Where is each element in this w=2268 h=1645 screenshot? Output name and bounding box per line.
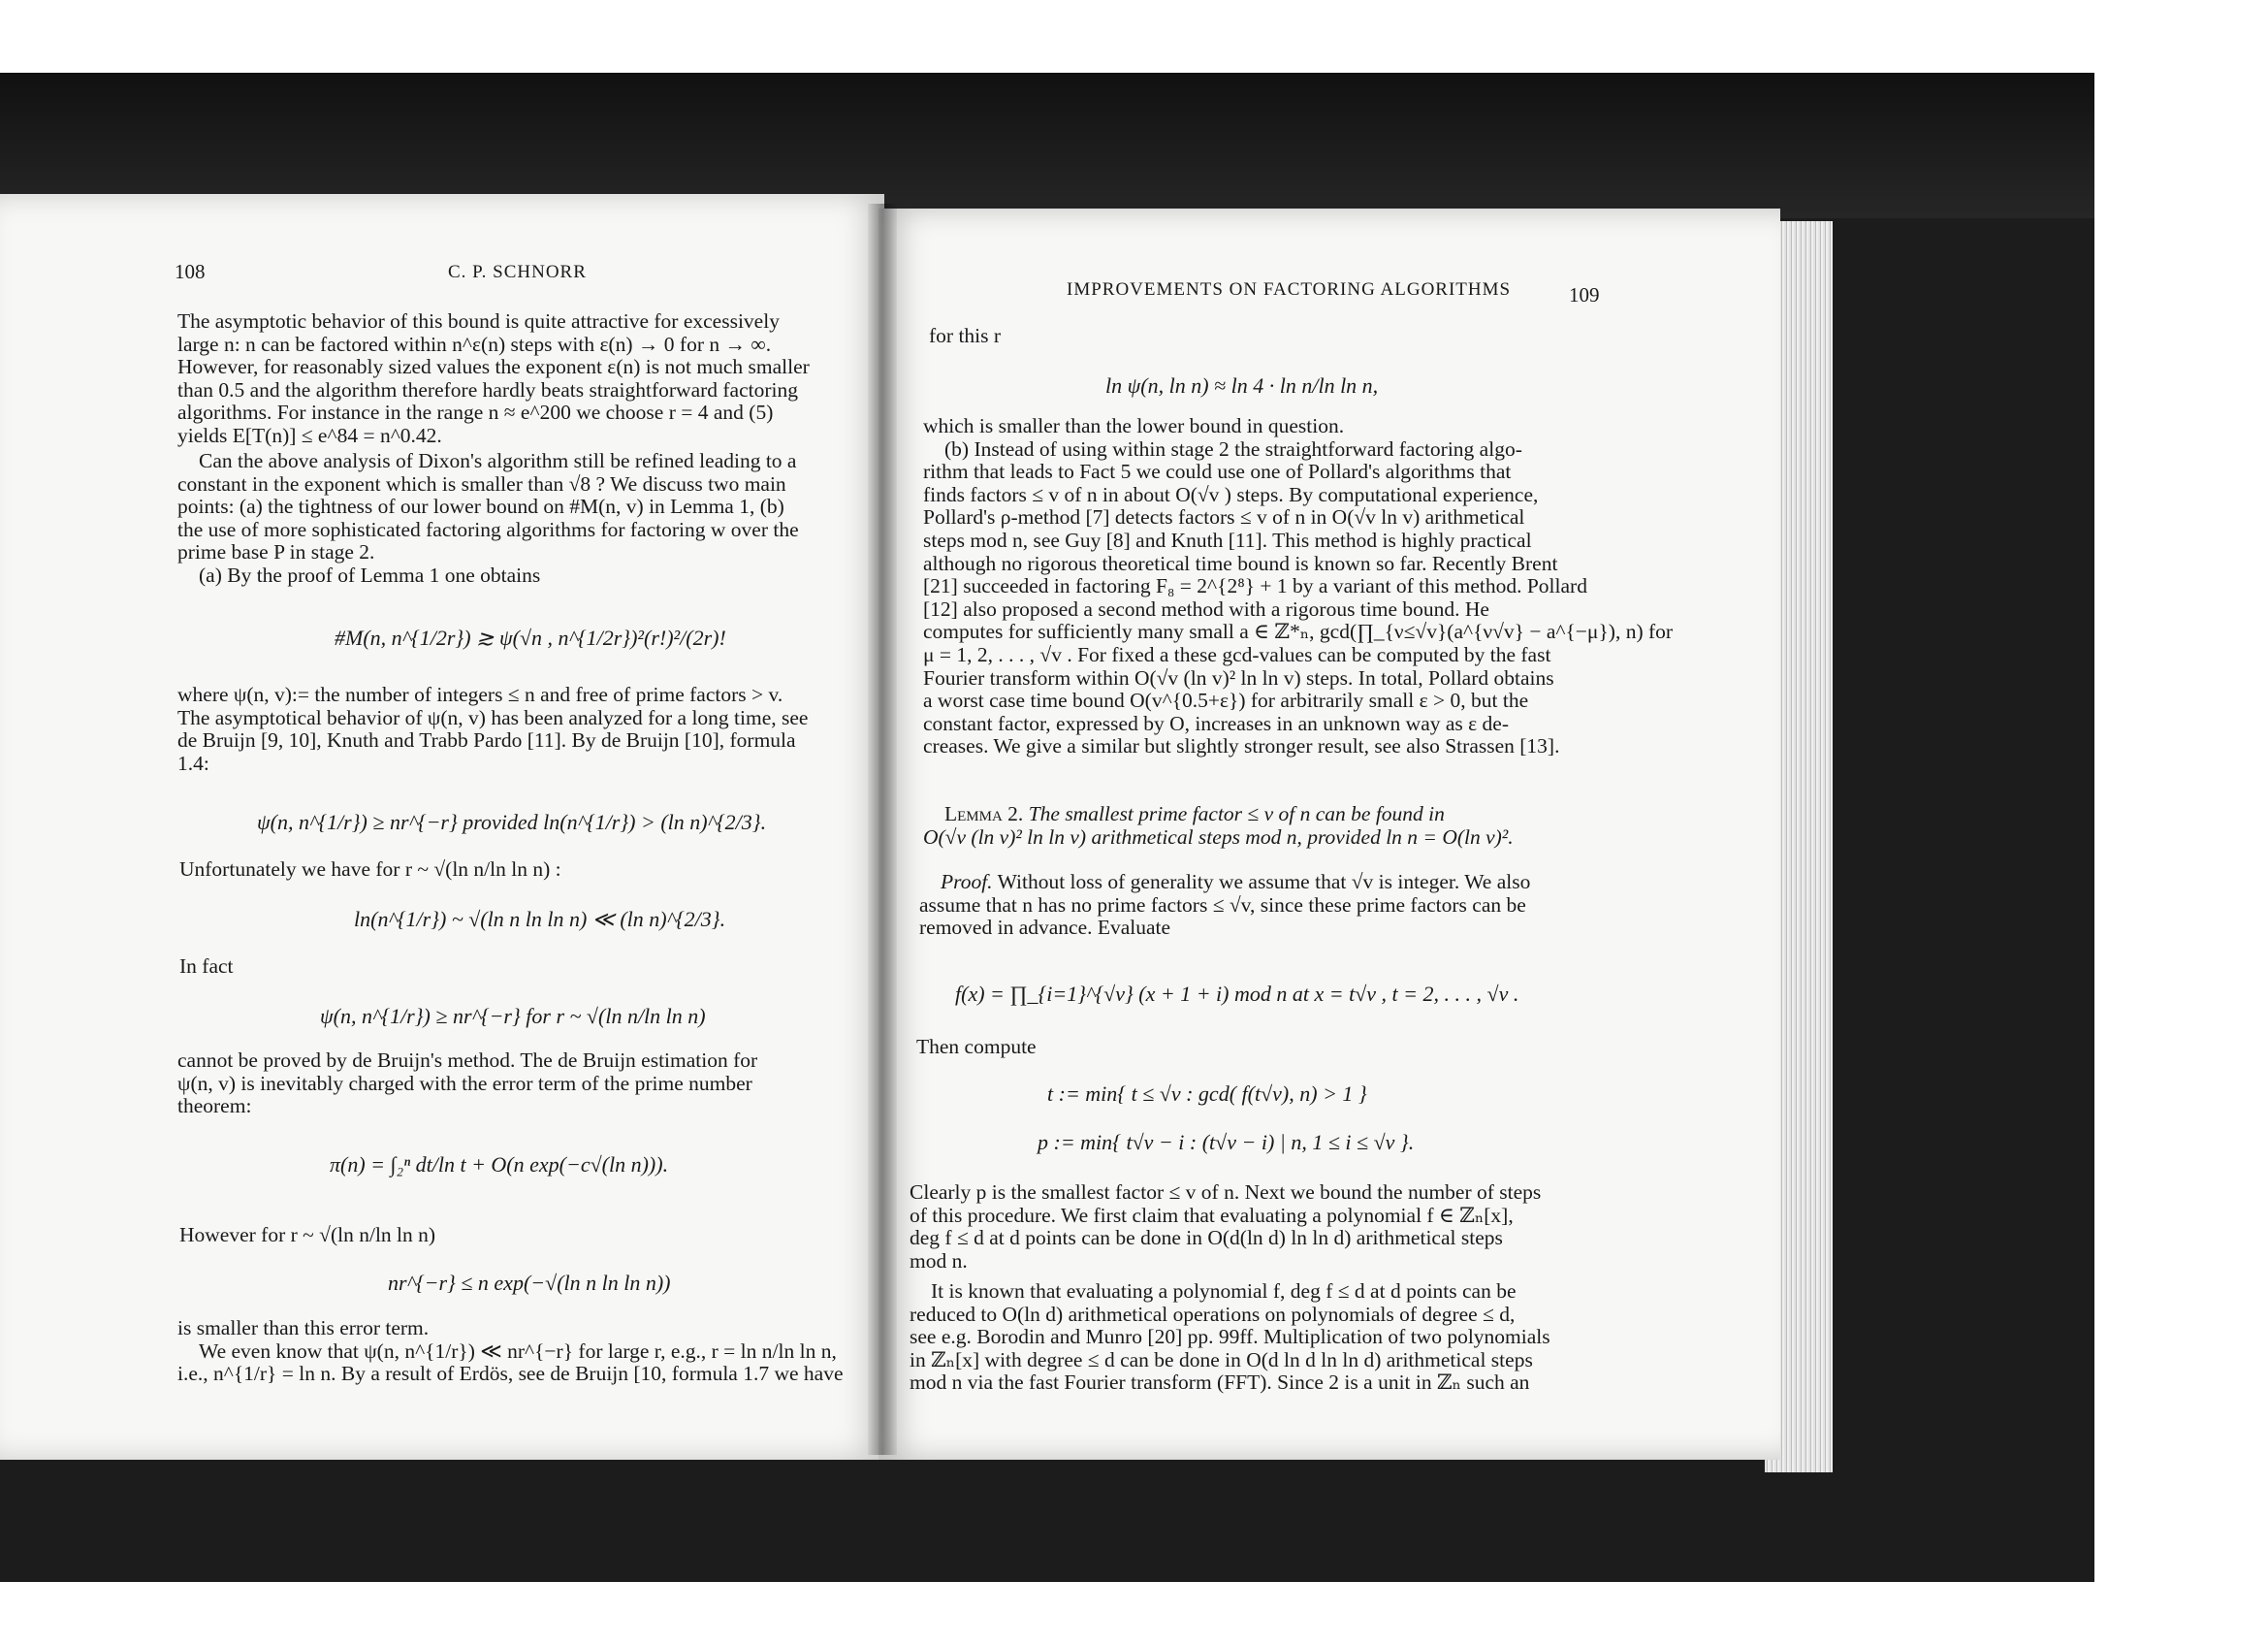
text-line: assume that n has no prime factors ≤ √v, since these prime factors can be [919, 892, 1526, 917]
text-line: Pollard's ρ-method [7] detects factors ≤ v of n in O(√v ln v) arithmetical [923, 505, 1525, 530]
text-line: although no rigorous theoretical time bound is known so far. Recently Brent [923, 551, 1558, 575]
left-page-number: 108 [175, 260, 206, 283]
left-paragraph-3 [177, 684, 847, 775]
text-line: It is known that evaluating a polynomial f, deg f ≤ d at d points can be [931, 1279, 1517, 1303]
text-line: [21] succeeded in factoring F₈ = 2^{2⁸} + 1 by a variant of this method. Pollard [923, 574, 1587, 598]
left-running-head: C. P. SCHNORR [448, 262, 587, 282]
text-line: of this procedure. We first claim that evaluating a polynomial f ∈ ℤₙ[x], [910, 1203, 1514, 1227]
text-line: which is smaller than the lower bound in question. [923, 414, 1345, 437]
right-paragraph-3 [910, 1280, 1579, 1395]
lemma-statement-line: O(√v (ln v)² ln ln v) arithmetical steps mod n, provided ln n = O(ln v)². [923, 824, 1514, 849]
text-line: Clearly p is the smallest factor ≤ v of n. Next we bound the number of steps [910, 1180, 1542, 1204]
text-line: steps mod n, see Guy [8] and Knuth [11]. This method is highly practical [923, 528, 1532, 552]
text-line: de Bruijn [9, 10], Knuth and Trabb Pardo [11]. By de Bruijn [10], formula [177, 728, 796, 753]
text-line: The asymptotic behavior of this bound is quite attractive for excessively [177, 309, 780, 333]
text-line: i.e., n^{1/r} = ln n. By a result of Erdös, see de Bruijn [10, formula 1.7 we have [177, 1362, 844, 1386]
right-paragraph-1 [923, 414, 1674, 758]
text-line: in ℤₙ[x] with degree ≤ d can be done in O(d ln d ln ln d) arithmetical steps [910, 1347, 1533, 1371]
left-equation-1: #M(n, n^{1/2r}) ≳ ψ(√n , n^{1/2r})²(r!)²/(2r)! [335, 626, 726, 650]
right-equation-4: p := min{ t√v − i : (t√v − i) | n, 1 ≤ i ≤ √v }. [1038, 1130, 1415, 1154]
text-line: algorithms. For instance in the range n ≈ e^200 we choose r = 4 and (5) [177, 401, 774, 425]
left-equation-6: nr^{−r} ≤ n exp(−√(ln n ln ln n)) [388, 1271, 671, 1295]
lemma-statement-line: The smallest prime factor ≤ v of n can be found in [1028, 802, 1445, 825]
right-equation-1: ln ψ(n, ln n) ≈ ln 4 · ln n/ln ln n, [1105, 373, 1379, 398]
text-line: μ = 1, 2, . . . , √v . For fixed a these gcd-values can be computed by the fast [923, 642, 1551, 666]
text-line: points: (a) the tightness of our lower bound on #M(n, v) in Lemma 1, (b) [177, 495, 784, 519]
text-line: large n: n can be factored within n^ε(n) steps with ε(n) → 0 for n → ∞. [177, 332, 772, 356]
text-line: 1.4: [177, 751, 209, 775]
left-equation-2: ψ(n, n^{1/r}) ≥ nr^{−r} provided ln(n^{1/r}) > (ln n)^{2/3}. [257, 810, 767, 834]
text-line: than 0.5 and the algorithm therefore hardly beats straightforward factoring [177, 377, 798, 402]
left-text-in-fact: In fact [179, 954, 234, 978]
left-paragraph-5 [177, 1317, 847, 1386]
text-line: However, for reasonably sized values the exponent ε(n) is not much smaller [177, 355, 810, 379]
text-line: mod n via the fast Fourier transform (FFT). Since 2 is a unit in ℤₙ such an [910, 1371, 1530, 1395]
right-text-for-this-r: for this r [929, 324, 1002, 347]
left-equation-3: ln(n^{1/r}) ~ √(ln n ln ln n) ≪ (ln n)^{2/3}. [354, 907, 726, 931]
right-page-number: 109 [1569, 283, 1600, 306]
text-line: constant in the exponent which is smaller than √8 ? We discuss two main [177, 471, 786, 496]
right-running-head: IMPROVEMENTS ON FACTORING ALGORITHMS [1067, 279, 1512, 300]
text-line: where ψ(n, v):= the number of integers ≤ n and free of prime factors > v. [177, 683, 783, 706]
text-line: is smaller than this error term. [177, 1316, 430, 1339]
right-paragraph-2 [910, 1181, 1579, 1273]
right-equation-3: t := min{ t ≤ √v : gcd( f(t√v), n) > 1 } [1047, 1081, 1367, 1106]
text-line: (a) By the proof of Lemma 1 one obtains [199, 563, 541, 587]
left-paragraph-2 [177, 450, 847, 588]
text-line: (b) Instead of using within stage 2 the straightforward factoring algo- [944, 436, 1522, 461]
text-line: Without loss of generality we assume that √v is integer. We also [997, 870, 1531, 893]
lemma-label: Lemma 2. [944, 802, 1024, 825]
text-line: computes for sufficiently many small a ∈ ℤ*ₙ, gcd(∏_{ν≤√v}(a^{ν√v} − a^{−μ}), n) for [923, 620, 1674, 644]
lemma-2 [923, 803, 1592, 849]
right-text-then-compute: Then compute [916, 1035, 1037, 1058]
text-line: theorem: [177, 1094, 252, 1118]
left-paragraph-1 [177, 310, 847, 448]
text-line: We even know that ψ(n, n^{1/r}) ≪ nr^{−r} for large r, e.g., r = ln n/ln ln n, [199, 1339, 837, 1363]
text-line: rithm that leads to Fact 5 we could use one of Pollard's algorithms that [923, 460, 1512, 484]
text-line: The asymptotical behavior of ψ(n, v) has been analyzed for a long time, see [177, 705, 809, 729]
text-line: constant factor, expressed by O, increases in an unknown way as ε de- [923, 711, 1510, 735]
text-line: a worst case time bound O(v^{0.5+ε}) for arbitrarily small ε > 0, but the [923, 689, 1529, 713]
text-line: removed in advance. Evaluate [919, 916, 1171, 940]
book-gutter [868, 204, 897, 1455]
text-line: mod n. [910, 1248, 968, 1273]
text-line: see e.g. Borodin and Munro [20] pp. 99ff. Multiplication of two polynomials [910, 1325, 1550, 1349]
left-equation-5: π(n) = ∫₂ⁿ dt/ln t + O(n exp(−c√(ln n))). [330, 1152, 669, 1177]
text-line: ψ(n, v) is inevitably charged with the error term of the prime number [177, 1071, 752, 1095]
text-line: yields E[T(n)] ≤ e^84 = n^0.42. [177, 423, 442, 447]
left-equation-4: ψ(n, n^{1/r}) ≥ nr^{−r} for r ~ √(ln n/ln ln n) [320, 1004, 706, 1028]
text-line: the use of more sophisticated factoring algorithms for factoring w over the [177, 517, 799, 541]
left-text-unfortunately: Unfortunately we have for r ~ √(ln n/ln ln n) : [179, 857, 561, 881]
text-line: [12] also proposed a second method with a rigorous time bound. He [923, 597, 1489, 621]
proof-paragraph [919, 871, 1588, 940]
text-line: reduced to O(ln d) arithmetical operations on polynomials of degree ≤ d, [910, 1302, 1516, 1326]
text-line: prime base P in stage 2. [177, 540, 375, 564]
left-paragraph-4 [177, 1049, 847, 1118]
text-line: cannot be proved by de Bruijn's method. The de Bruijn estimation for [177, 1048, 758, 1072]
text-line: finds factors ≤ v of n in about O(√v ) steps. By computational experience, [923, 482, 1539, 506]
right-equation-2: f(x) = ∏_{i=1}^{√v} (x + 1 + i) mod n at x = t√v , t = 2, . . . , √v . [955, 982, 1519, 1006]
text-line: Can the above analysis of Dixon's algorithm still be refined leading to a [199, 449, 797, 472]
left-text-however: However for r ~ √(ln n/ln ln n) [179, 1223, 436, 1246]
proof-label: Proof. [941, 870, 993, 893]
text-line: deg f ≤ d at d points can be done in O(d(ln d) ln ln d) arithmetical steps [910, 1226, 1503, 1250]
text-line: creases. We give a similar but slightly stronger result, see also Strassen [13]. [923, 734, 1560, 758]
text-line: Fourier transform within O(√v (ln v)² ln ln v) steps. In total, Pollard obtains [923, 665, 1554, 690]
